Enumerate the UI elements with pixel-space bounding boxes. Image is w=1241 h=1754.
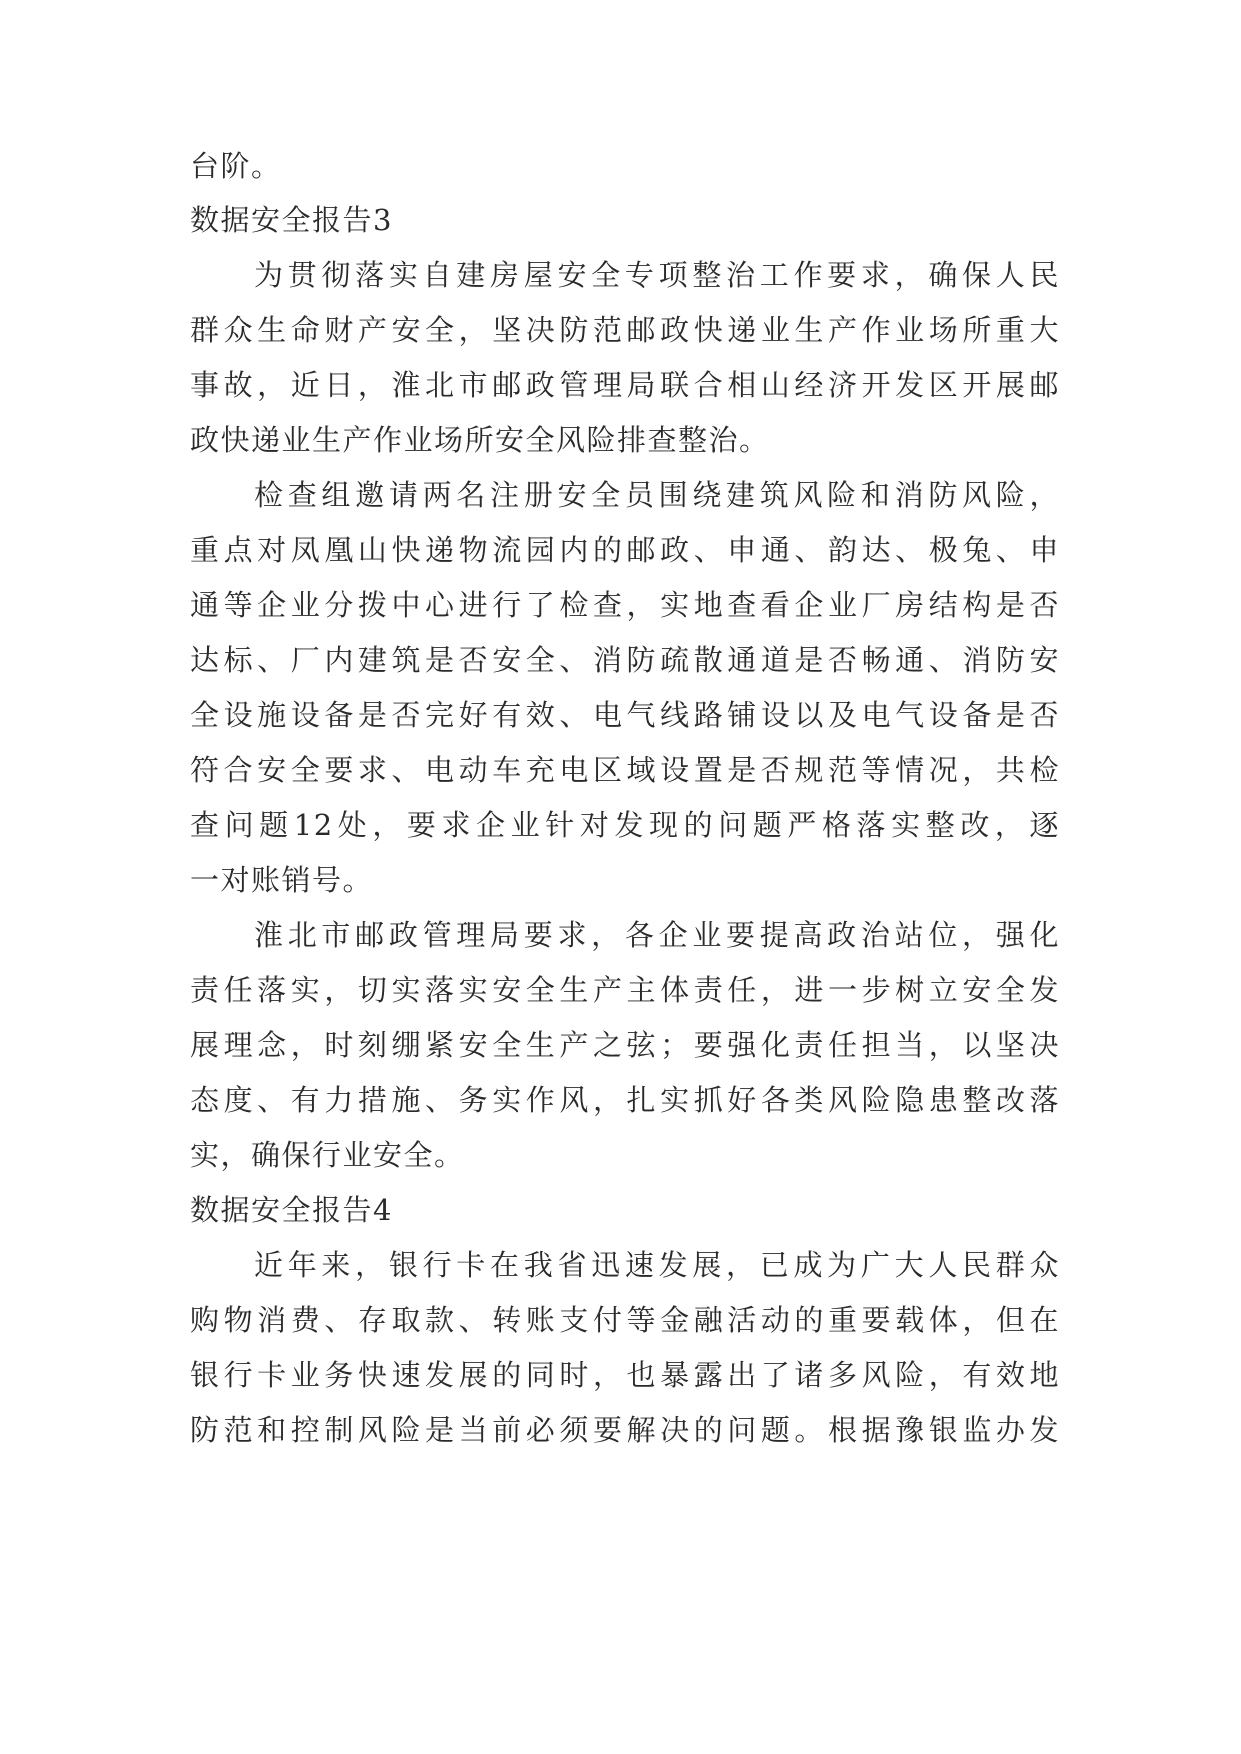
paragraph-line: 政快递业生产作业场所安全风险排查整治。 [190,423,770,457]
paragraph-line: 查问题12处，要求企业针对发现的问题严格落实整改，逐 [190,808,1060,842]
paragraph-line: 群众生命财产安全，坚决防范邮政快递业生产作业场所重大 [190,313,1060,347]
paragraph-line: 检查组邀请两名注册安全员围绕建筑风险和消防风险， [254,478,1060,512]
paragraph-line: 展理念，时刻绷紧安全生产之弦；要强化责任担当，以坚决 [190,1028,1060,1062]
paragraph-line: 为贯彻落实自建房屋安全专项整治工作要求，确保人民 [254,258,1060,292]
paragraph-line: 重点对凤凰山快递物流园内的邮政、申通、韵达、极兔、申 [190,533,1060,567]
paragraph-line: 通等企业分拨中心进行了检查，实地查看企业厂房结构是否 [190,588,1060,622]
text-line: 台阶。 [190,149,282,183]
paragraph-line: 淮北市邮政管理局要求，各企业要提高政治站位，强化 [254,918,1060,952]
paragraph-line: 事故，近日，淮北市邮政管理局联合相山经济开发区开展邮 [190,368,1060,402]
paragraph-line: 防范和控制风险是当前必须要解决的问题。根据豫银监办发 [190,1413,1060,1447]
section-heading: 数据安全报告3 [190,203,393,237]
paragraph-line: 实，确保行业安全。 [190,1138,465,1172]
section-heading: 数据安全报告4 [190,1193,393,1227]
paragraph-line: 态度、有力措施、务实作风，扎实抓好各类风险隐患整改落 [190,1083,1060,1117]
paragraph-line: 购物消费、存取款、转账支付等金融活动的重要载体，但在 [190,1303,1060,1337]
paragraph-line: 一对账销号。 [190,863,374,897]
paragraph-line: 全设施设备是否完好有效、电气线路铺设以及电气设备是否 [190,698,1060,732]
paragraph-line: 符合安全要求、电动车充电区域设置是否规范等情况，共检 [190,753,1060,787]
paragraph-line: 近年来，银行卡在我省迅速发展，已成为广大人民群众 [254,1248,1060,1282]
paragraph-line: 达标、厂内建筑是否安全、消防疏散通道是否畅通、消防安 [190,643,1060,677]
paragraph-line: 责任落实，切实落实安全生产主体责任，进一步树立安全发 [190,973,1060,1007]
paragraph-line: 银行卡业务快速发展的同时，也暴露出了诸多风险，有效地 [190,1358,1060,1392]
